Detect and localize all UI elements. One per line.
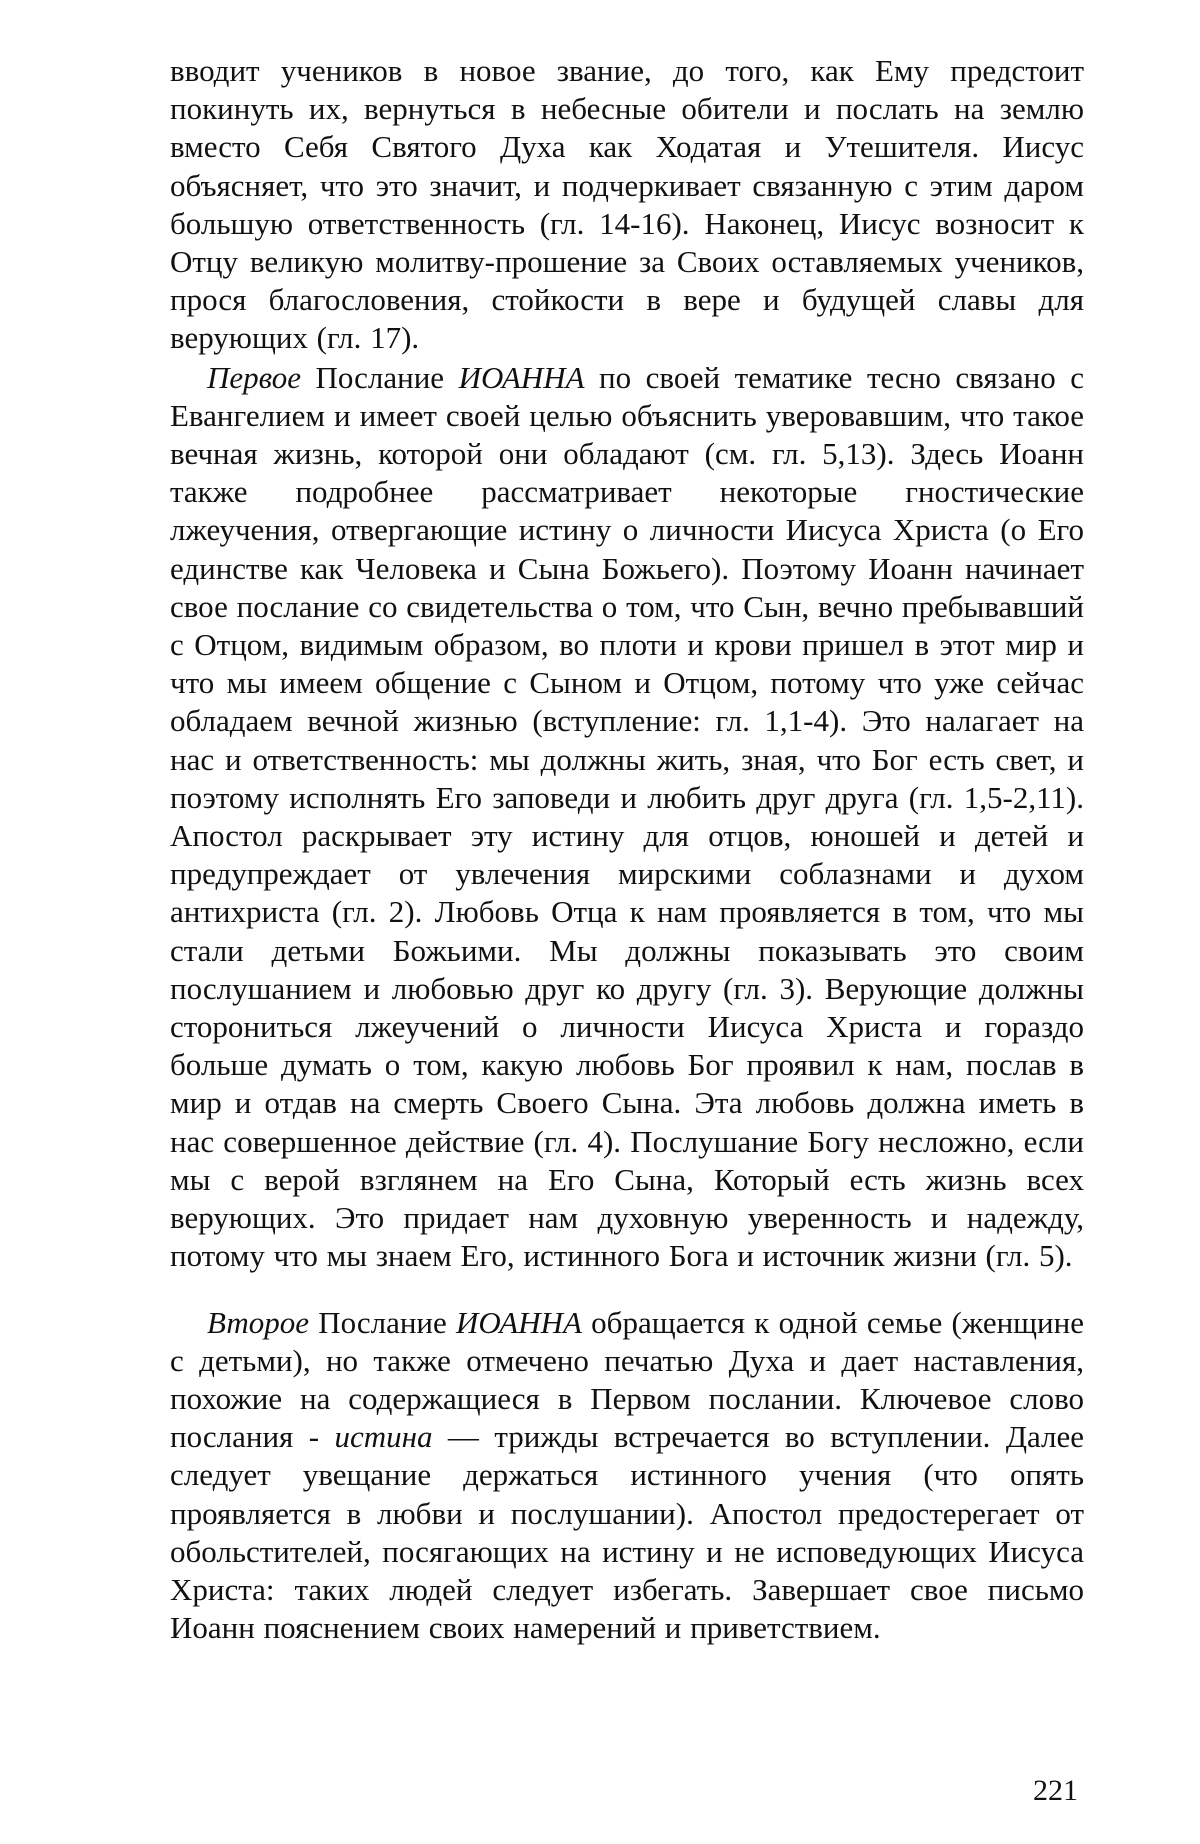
italic-word-first: Первое <box>207 359 301 395</box>
paragraph-first-epistle <box>170 359 1084 1276</box>
italic-keyword-truth: истина <box>334 1419 433 1455</box>
italic-author-name: ИОАННА <box>456 1304 582 1340</box>
book-page <box>170 52 1084 1812</box>
paragraph-text: — трижды встречается во вступлении. Далее следует увещание держаться истинного учения (что опять проявляется в любви и послушании). Апостол предостерегает от обольстителей, посягающих на истину и не исповедующих Иисуса Христа: таких людей следует избегать. Завершает свое письмо Иоанн пояснением своих намерений и приветствием. <box>170 1419 1084 1646</box>
paragraph-intro-continuation <box>170 52 1084 358</box>
page-number: 221 <box>1033 1774 1078 1807</box>
paragraph-text: вводит учеников в новое звание, до того, как Ему предстоит покинуть их, вернуться в небесные обители и послать на землю вместо Себя Святого Духа как Ходатая и Утешителя. Иисус объясняет, что это значит, и подчеркивает связанную с этим даром большую ответственность (гл. 14-16). Наконец, Иисус возносит к Отцу великую молитву-прошение за Своих оставляемых учеников, прося благословения, стойкости в вере и будущей славы для верующих (гл. 17). <box>170 53 1084 356</box>
paragraph-text: Послание <box>300 359 459 395</box>
paragraph-text: обращается к одной семье (женщине с детьми), но также отмечено печатью Духа и дает наставления, похожие на содержащиеся в Первом послании. Ключевое слово послания - <box>170 1304 1084 1455</box>
italic-author-name: ИОАННА <box>458 359 585 395</box>
italic-word-second: Второе <box>207 1304 309 1340</box>
paragraph-second-epistle <box>170 1304 1084 1648</box>
paragraph-text: по своей тематике тесно связано с Евангелием и имеет своей целью объяснить уверовавшим, что такое вечная жизнь, которой они обладают (см. гл. 5,13). Здесь Иоанн также подробнее рассматривает некоторые гностические лжеучения, отвергающие истину о личности Иисуса Христа (о Его единстве как Человека и Сына Божьего). Поэтому Иоанн начинает свое послание со свидетельства о том, что Сын, вечно пребывавший с Отцом, видимым образом, во плоти и крови пришел в этот мир и что мы имеем общение с Сыном и Отцом, потому что уже сейчас обладаем вечной жизнью (вступление: гл. 1,1-4). Это налагает на нас и ответственность: мы должны жить, зная, что Бог есть свет, и поэтому исполнять Его заповеди и любить друг друга (гл. 1,5-2,11). Апостол раскрывает эту истину для отцов, юношей и детей и предупреждает от увлечения мирскими соблазнами и духом антихриста (гл. 2). Любовь Отца к нам проявляется в том, что мы стали детьми Божьими. Мы должны показывать это своим послушанием и любовью друг ко другу (гл. 3). Верующие должны сторониться лжеучений о личности Иисуса Христа и гораздо больше думать о том, какую любовь Бог проявил к нам, послав в мир и отдав на смерть Своего Сына. Эта любовь должна иметь в нас совершенное действие (гл. 4). Послушание Богу несложно, если мы с верой взглянем на Его Сына, Который есть жизнь всех верующих. Это придает нам духовную уверенность и надежду, потому что мы знаем Его, истинного Бога и источник жизни (гл. 5). <box>170 359 1084 1274</box>
paragraph-text: Послание <box>308 1304 457 1340</box>
